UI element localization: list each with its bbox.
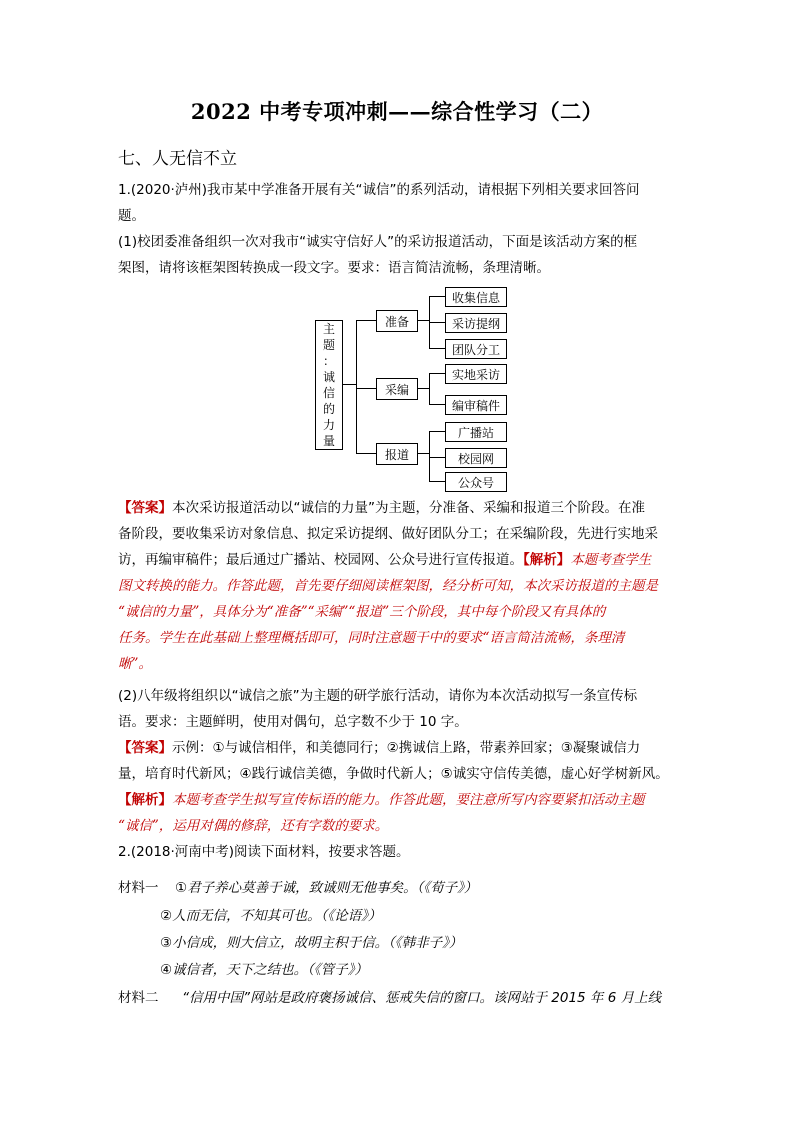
- connector-line: [429, 348, 445, 349]
- root-char: 诚: [322, 370, 335, 384]
- branch-box-prepare: 准备: [376, 310, 418, 332]
- answer-text: 访，再编审稿件；最后通过广播站、校园网、公众号进行宣传报道。: [118, 552, 523, 568]
- connector-line: [417, 388, 429, 389]
- root-char: 主: [322, 322, 335, 336]
- connector-line: [429, 296, 445, 297]
- leaf-box: 广播站: [445, 422, 507, 442]
- connector-line: [356, 388, 376, 389]
- analysis-text: “诚信的力量”，具体分为“准备”“采编”“报道”三个阶段，其中每个阶段又有具体的: [118, 604, 606, 620]
- root-char: 力: [322, 418, 335, 432]
- answer-mark: 【答案】: [118, 500, 172, 516]
- analysis-text: 图文转换的能力。作答此题，首先要仔细阅读框架图，经分析可知，本次采访报道的主题是: [118, 578, 658, 594]
- material1-item: ④诚信者，天下之结也。（《管子》）: [160, 962, 368, 978]
- q1-answer-block: [118, 495, 678, 677]
- connector-line: [356, 320, 376, 321]
- section-heading: 七、人无信不立: [118, 149, 237, 169]
- connector-line: [429, 481, 445, 482]
- connector-line: [356, 320, 357, 453]
- sub2-line: (2)八年级将组织以“诚信之旅”为主题的研学旅行活动，请你为本次活动拟写一条宣传标: [118, 688, 638, 704]
- answer-mark: 【答案】: [118, 740, 172, 756]
- branch-box-edit: 采编: [376, 378, 418, 400]
- leaf-box: 校园网: [445, 448, 507, 468]
- framework-diagram: [300, 285, 520, 495]
- q1-stem-line2: 题。: [118, 208, 145, 224]
- analysis-text: 本题考查学生拟写宣传标语的能力。作答此题，要注意所写内容要紧扣活动主题: [172, 792, 645, 808]
- material1-item: ③小信成，则大信立，故明主积于信。（《韩非子》）: [160, 935, 463, 951]
- connector-line: [429, 431, 445, 432]
- connector-line: [429, 457, 445, 458]
- material1-item: ②人而无信，不知其可也。（《论语》）: [160, 908, 382, 924]
- page-title: 2022 中考专项冲刺——综合性学习（二）: [190, 99, 604, 124]
- answer-text: 本次采访报道活动以“诚信的力量”为主题，分准备、采编和报道三个阶段。在准: [172, 500, 645, 516]
- connector-line: [342, 384, 356, 385]
- branch-box-report: 报道: [376, 443, 418, 465]
- connector-line: [417, 453, 429, 454]
- analysis-text: 本题考查学生: [570, 552, 652, 568]
- root-char: ：: [322, 354, 335, 368]
- connector-line: [429, 404, 445, 405]
- q1-sub1-line2: 架图，请将该框架图转换成一段文字。要求：语言简洁流畅，条理清晰。: [118, 260, 550, 276]
- q1-stem: [118, 177, 678, 281]
- analysis-mark: 【解析】: [118, 792, 172, 808]
- sub2-line: 语。要求：主题鲜明，使用对偶句，总字数不少于 10 字。: [118, 714, 468, 730]
- root-char: 题: [322, 338, 335, 352]
- leaf-box: 编审稿件: [445, 395, 507, 415]
- q2-stem: 2.(2018·河南中考)阅读下面材料，按要求答题。: [118, 844, 410, 860]
- material1-label: 材料一: [118, 880, 159, 896]
- diagram-root-box: [315, 320, 343, 450]
- material2-text: “信用中国”网站是政府褒扬诚信、惩戒失信的窗口。该网站于 2015 年 6 月上线: [182, 990, 662, 1006]
- material2-label: 材料二: [118, 990, 159, 1006]
- answer-text: 备阶段，要收集采访对象信息、拟定采访提纲、做好团队分工；在采编阶段，先进行实地采: [118, 526, 658, 542]
- q1-sub1-line1: (1)校团委准备组织一次对我市“诚实守信好人”的采访报道活动，下面是该活动方案的框: [118, 234, 638, 250]
- q1-stem-line1: 1.(2020·泸州)我市某中学准备开展有关“诚信”的系列活动，请根据下列相关要求回答问: [118, 182, 640, 198]
- leaf-box: 团队分工: [445, 339, 507, 359]
- analysis-text: 晰”。: [118, 656, 152, 672]
- connector-line: [429, 322, 445, 323]
- answer-text: 示例：①与诚信相伴，和美德同行；②携诚信上路，带素养回家；③凝聚诚信力: [172, 740, 641, 756]
- analysis-mark: 【解析】: [523, 552, 571, 568]
- root-char: 量: [322, 434, 335, 448]
- analysis-text: “诚信”，运用对偶的修辞，还有字数的要求。: [118, 818, 389, 834]
- leaf-box: 收集信息: [445, 287, 507, 307]
- connector-line: [429, 373, 445, 374]
- connector-line: [356, 453, 376, 454]
- root-char: 的: [322, 402, 335, 416]
- connector-line: [429, 431, 430, 481]
- root-char: 信: [322, 386, 335, 400]
- connector-line: [429, 373, 430, 404]
- q1-sub2: [118, 683, 678, 865]
- leaf-box: 采访提纲: [445, 313, 507, 333]
- analysis-text: 任务。学生在此基础上整理概括即可，同时注意题干中的要求“语言简洁流畅，条理清: [118, 630, 625, 646]
- material1-item: ①君子养心莫善于诚，致诚则无他事矣。（《荀子》）: [175, 880, 478, 896]
- answer-text: 量，培育时代新风；④践行诚信美德，争做时代新人；⑤诚实守信传美德，虚心好学树新风。: [118, 766, 669, 782]
- leaf-box: 实地采访: [445, 364, 507, 384]
- connector-line: [417, 320, 429, 321]
- leaf-box: 公众号: [445, 472, 507, 492]
